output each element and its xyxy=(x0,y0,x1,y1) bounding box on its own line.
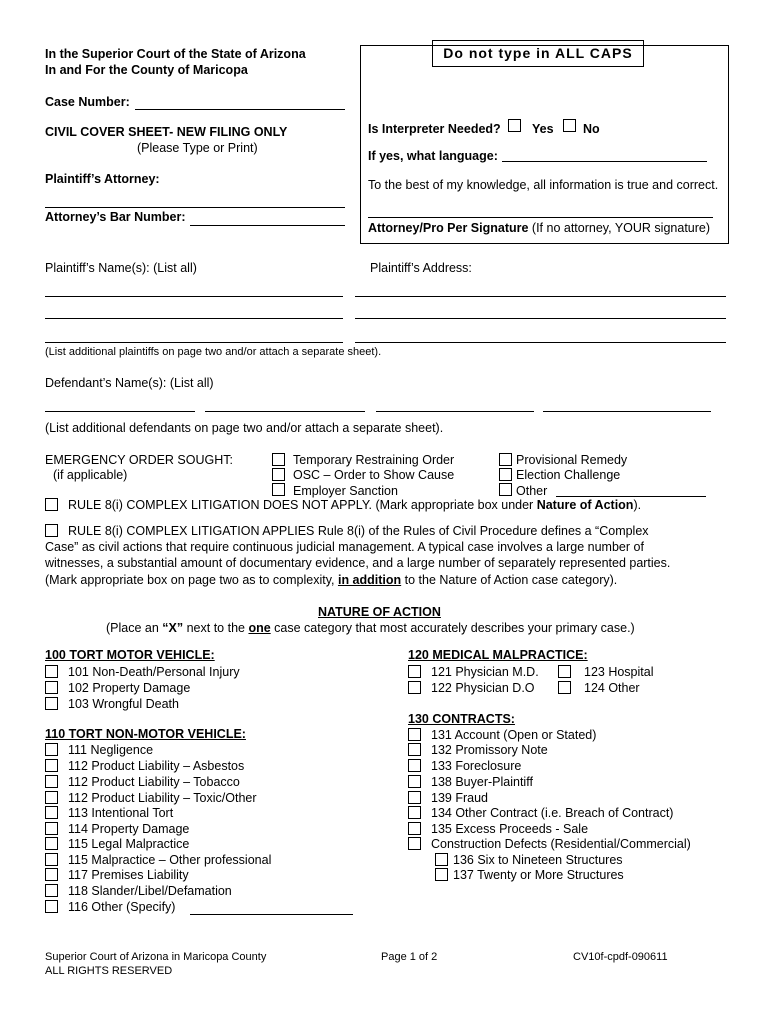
interpreter-yes-label: Yes xyxy=(532,122,554,136)
cat130-item-139: 139 Fraud xyxy=(431,791,488,805)
interpreter-signature-box xyxy=(360,45,729,244)
emergency-label: EMERGENCY ORDER SOUGHT: xyxy=(45,453,233,467)
cat110-item-112-asbestos: 112 Product Liability – Asbestos xyxy=(68,759,245,773)
signature-field[interactable] xyxy=(368,217,713,218)
cat130-item-132: 132 Promissory Note xyxy=(431,743,548,757)
cat110-checkbox-112-tobacco[interactable] xyxy=(45,775,58,788)
cat130-checkbox-construction[interactable] xyxy=(408,837,421,850)
rule8-not-apply-text xyxy=(68,498,641,512)
cat130-item-136: 136 Six to Nineteen Structures xyxy=(453,853,623,867)
emergency-option-other: Other xyxy=(516,484,548,498)
cat100-item-103: 103 Wrongful Death xyxy=(68,697,179,711)
footer-page-number: Page 1 of 2 xyxy=(381,951,438,963)
emergency-option-provisional: Provisional Remedy xyxy=(516,453,628,467)
bar-number-label: Attorney’s Bar Number: xyxy=(45,210,186,224)
cat130-checkbox-137[interactable] xyxy=(435,868,448,881)
plaintiff-address-field[interactable] xyxy=(355,296,726,297)
signature-caption xyxy=(368,221,710,235)
emergency-checkbox-employer[interactable] xyxy=(272,483,285,496)
emergency-option-osc: OSC – Order to Show Cause xyxy=(293,468,455,482)
cat110-checkbox-111[interactable] xyxy=(45,743,58,756)
cat110-checkbox-114[interactable] xyxy=(45,822,58,835)
cat120-item-124: 124 Other xyxy=(584,681,640,695)
signature-note: (If no attorney, YOUR signature) xyxy=(528,221,711,235)
rule8-applies-line3: witnesses, a substantial amount of documentary evidence, and a large number of separately represented parties. xyxy=(45,556,671,570)
cat110-checkbox-117[interactable] xyxy=(45,868,58,881)
rule8-applies-line2: Case” as civil actions that require continuous judicial management. A typical case involves a large number of xyxy=(45,540,644,554)
plaintiff-address-field[interactable] xyxy=(355,342,726,343)
court-name-line1: In the Superior Court of the State of Arizona xyxy=(45,47,306,61)
footer-rights: ALL RIGHTS RESERVED xyxy=(45,965,173,977)
interpreter-no-label: No xyxy=(583,122,600,136)
cat120-checkbox-124[interactable] xyxy=(558,681,571,694)
cat110-item-112-toxic: 112 Product Liability – Toxic/Other xyxy=(68,791,257,805)
emergency-checkbox-osc[interactable] xyxy=(272,468,285,481)
cat130-checkbox-139[interactable] xyxy=(408,791,421,804)
emergency-checkbox-other[interactable] xyxy=(499,483,512,496)
cat110-checkbox-115-legal[interactable] xyxy=(45,837,58,850)
cat100-item-101: 101 Non-Death/Personal Injury xyxy=(68,665,240,679)
cat110-checkbox-112-toxic[interactable] xyxy=(45,791,58,804)
emergency-checkbox-tro[interactable] xyxy=(272,453,285,466)
cat130-item-138: 138 Buyer-Plaintiff xyxy=(431,775,533,789)
certify-text: To the best of my knowledge, all information is true and correct. xyxy=(368,178,719,192)
emergency-option-tro: Temporary Restraining Order xyxy=(293,453,455,467)
rule8-not-apply-main: RULE 8(i) COMPLEX LITIGATION DOES NOT APPLY. (Mark appropriate box under xyxy=(68,498,537,512)
cat110-other-specify-field[interactable] xyxy=(190,914,353,915)
signature-label: Attorney/Pro Per Signature xyxy=(368,221,529,235)
cat110-item-111: 111 Negligence xyxy=(68,743,154,757)
cat130-item-131: 131 Account (Open or Stated) xyxy=(431,728,597,742)
nature-instr-a: (Place an xyxy=(106,621,163,635)
cat100-checkbox-103[interactable] xyxy=(45,697,58,710)
cat110-item-115-other: 115 Malpractice – Other professional xyxy=(68,853,272,867)
rule8-applies-checkbox[interactable] xyxy=(45,524,58,537)
footer-form-code: CV10f-cpdf-090611 xyxy=(573,951,668,963)
rule8-not-apply-checkbox[interactable] xyxy=(45,498,58,511)
emergency-option-employer: Employer Sanction xyxy=(293,484,398,498)
emergency-checkbox-provisional[interactable] xyxy=(499,453,512,466)
cat100-checkbox-101[interactable] xyxy=(45,665,58,678)
rule8-applies-line4 xyxy=(45,573,617,587)
emergency-other-field[interactable] xyxy=(556,496,706,497)
rule8-applies-line1: RULE 8(i) COMPLEX LITIGATION APPLIES Rule 8(i) of the Rules of Civil Procedure defines a “Complex xyxy=(68,524,649,538)
cat130-item-134: 134 Other Contract (i.e. Breach of Contract) xyxy=(431,806,674,820)
cat110-title: 110 TORT NON-MOTOR VEHICLE: xyxy=(45,727,246,741)
court-name-line2: In and For the County of Maricopa xyxy=(45,63,248,77)
cat120-checkbox-121[interactable] xyxy=(408,665,421,678)
cat100-title: 100 TORT MOTOR VEHICLE: xyxy=(45,648,215,662)
cat120-item-122: 122 Physician D.O xyxy=(431,681,535,695)
defendant-name-field[interactable] xyxy=(543,411,711,412)
plaintiff-address-field[interactable] xyxy=(355,318,726,319)
plaintiff-address-label: Plaintiff’s Address: xyxy=(370,261,472,275)
cat110-checkbox-113[interactable] xyxy=(45,806,58,819)
rule8-not-apply-end: ). xyxy=(633,498,642,512)
cat120-title: 120 MEDICAL MALPRACTICE: xyxy=(408,648,588,662)
emergency-option-election: Election Challenge xyxy=(516,468,621,482)
cat130-item-133: 133 Foreclosure xyxy=(431,759,522,773)
cat110-checkbox-116[interactable] xyxy=(45,900,58,913)
cat110-item-118: 118 Slander/Libel/Defamation xyxy=(68,884,232,898)
caps-notice: Do not type in ALL CAPS xyxy=(432,40,644,67)
defendant-additional-note: (List additional defendants on page two and/or attach a separate sheet). xyxy=(45,421,444,435)
case-number-label: Case Number: xyxy=(45,95,130,109)
case-number-field[interactable] xyxy=(135,109,345,110)
cat110-item-114: 114 Property Damage xyxy=(68,822,190,836)
rule8-line4-in-addition: in addition xyxy=(337,573,402,587)
defendant-names-label: Defendant’s Name(s): (List all) xyxy=(45,376,214,390)
cat130-checkbox-132[interactable] xyxy=(408,743,421,756)
cat110-item-117: 117 Premises Liability xyxy=(68,868,189,882)
form-title: CIVIL COVER SHEET- NEW FILING ONLY xyxy=(45,125,288,139)
nature-instr-one: one xyxy=(248,621,271,635)
cat110-item-112-tobacco: 112 Product Liability – Tobacco xyxy=(68,775,240,789)
cat110-checkbox-112-asbestos[interactable] xyxy=(45,759,58,772)
plaintiff-names-label: Plaintiff’s Name(s): (List all) xyxy=(45,261,197,275)
rule8-nature-of-action: Nature of Action xyxy=(536,498,634,512)
defendant-name-field[interactable] xyxy=(205,411,365,412)
footer-court: Superior Court of Arizona in Maricopa County xyxy=(45,951,267,963)
cat110-item-113: 113 Intentional Tort xyxy=(68,806,174,820)
interpreter-yes-checkbox[interactable] xyxy=(508,119,521,132)
nature-instr-c: case category that most accurately describes your primary case.) xyxy=(270,621,635,635)
cat110-item-116: 116 Other (Specify) xyxy=(68,900,176,914)
cat130-title: 130 CONTRACTS: xyxy=(408,712,515,726)
cat130-checkbox-131[interactable] xyxy=(408,728,421,741)
cat130-checkbox-135[interactable] xyxy=(408,822,421,835)
nature-title: NATURE OF ACTION xyxy=(318,605,441,619)
cat130-item-construction: Construction Defects (Residential/Commercial) xyxy=(431,837,691,851)
rule8-line4-a: (Mark appropriate box on page two as to complexity, xyxy=(45,573,338,587)
rule8-line4-c: to the Nature of Action case category). xyxy=(401,573,618,587)
cat110-checkbox-118[interactable] xyxy=(45,884,58,897)
cat130-checkbox-133[interactable] xyxy=(408,759,421,772)
nature-instr-b: next to the xyxy=(183,621,249,635)
nature-instructions xyxy=(106,621,635,635)
cat130-item-137: 137 Twenty or More Structures xyxy=(453,868,624,882)
cat110-item-115-legal: 115 Legal Malpractice xyxy=(68,837,190,851)
cat110-checkbox-115-other[interactable] xyxy=(45,853,58,866)
cat120-checkbox-123[interactable] xyxy=(558,665,571,678)
cat130-checkbox-138[interactable] xyxy=(408,775,421,788)
cat120-checkbox-122[interactable] xyxy=(408,681,421,694)
cat130-item-135: 135 Excess Proceeds - Sale xyxy=(431,822,589,836)
emergency-checkbox-election[interactable] xyxy=(499,468,512,481)
cat100-checkbox-102[interactable] xyxy=(45,681,58,694)
defendant-name-field[interactable] xyxy=(376,411,534,412)
cat120-item-121: 121 Physician M.D. xyxy=(431,665,539,679)
cat120-item-123: 123 Hospital xyxy=(584,665,654,679)
language-label: If yes, what language: xyxy=(368,149,498,163)
plaintiff-name-field[interactable] xyxy=(45,318,343,319)
form-subtitle: (Please Type or Print) xyxy=(137,141,258,155)
cat130-checkbox-134[interactable] xyxy=(408,806,421,819)
defendant-name-field[interactable] xyxy=(45,411,195,412)
plaintiff-attorney-field[interactable] xyxy=(45,207,345,208)
nature-instr-x: “X” xyxy=(162,621,184,635)
interpreter-no-checkbox[interactable] xyxy=(563,119,576,132)
language-field[interactable] xyxy=(502,161,707,162)
plaintiff-name-field[interactable] xyxy=(45,342,343,343)
bar-number-field[interactable] xyxy=(190,225,345,226)
interpreter-label: Is Interpreter Needed? xyxy=(368,122,501,136)
cat100-item-102: 102 Property Damage xyxy=(68,681,191,695)
plaintiff-attorney-label: Plaintiff’s Attorney: xyxy=(45,172,160,186)
cat130-checkbox-136[interactable] xyxy=(435,853,448,866)
emergency-sublabel: (if applicable) xyxy=(53,468,128,482)
plaintiff-name-field[interactable] xyxy=(45,296,343,297)
plaintiff-additional-note: (List additional plaintiffs on page two and/or attach a separate sheet). xyxy=(45,346,382,358)
